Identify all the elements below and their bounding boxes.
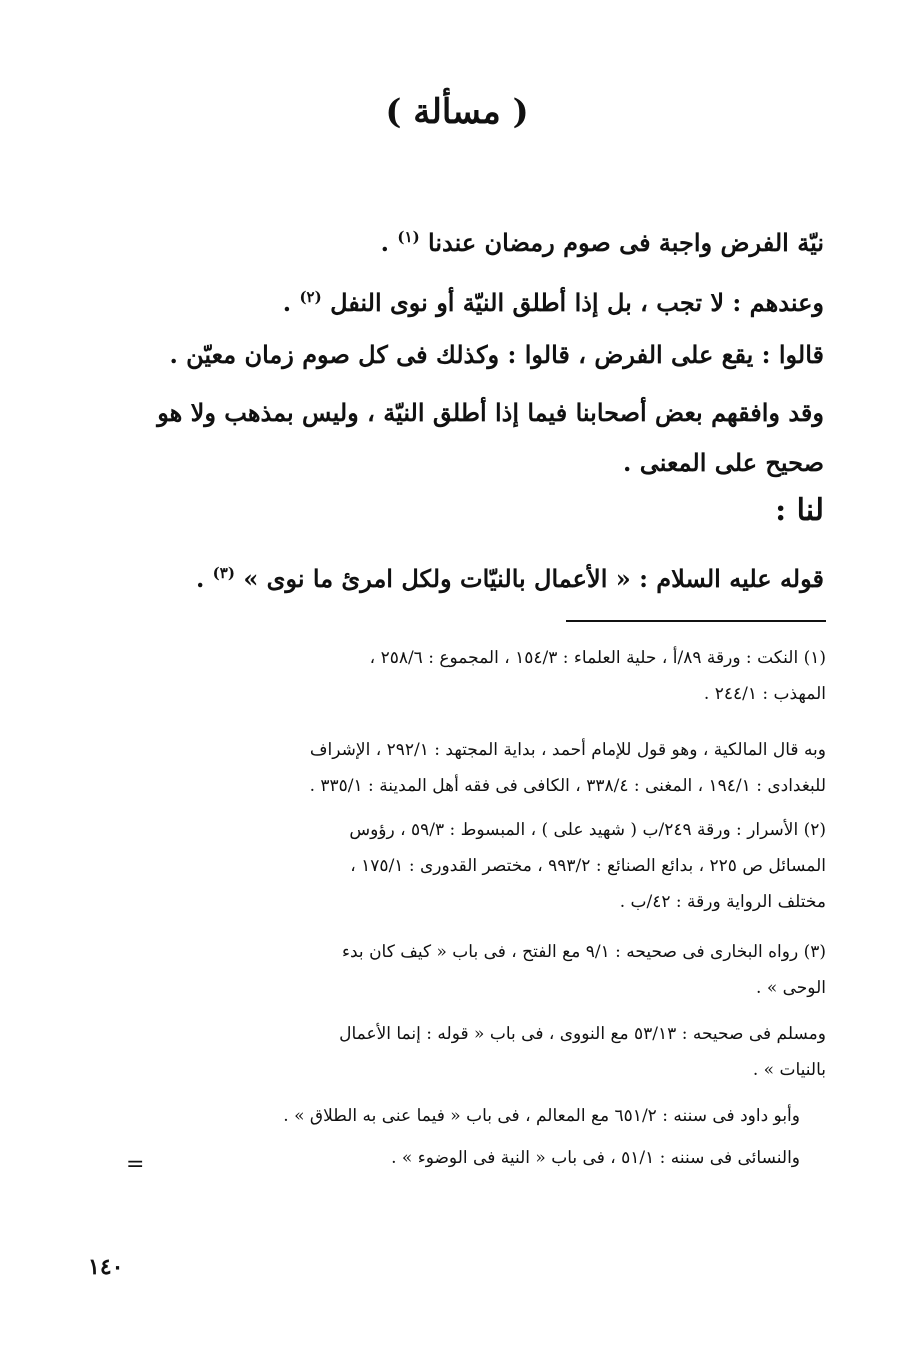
text-line-5-content: قوله عليه السلام : « الأعمال بالنيّات ولكل امرئ ما نوى »: [243, 564, 824, 593]
continuation-mark: =: [126, 1152, 145, 1177]
footnote-3-line-3: ومسلم فى صحيحه : ٥٣/١٣ مع النووى ، فى باب « قوله : إنما الأعمال: [339, 1024, 826, 1044]
footnote-2-line-1: (٢) الأسرار : ورقة ٢٤٩/ب ( شهيد على ) ، المبسوط : ٥٩/٣ ، رؤوس: [349, 820, 826, 840]
text-line-1-content: نيّة الفرض واجبة فى صوم رمضان عندنا: [428, 228, 824, 257]
text-line-4a: وقد وافقهم بعض أصحابنا فيما إذا أطلق النيّة ، وليس بمذهب ولا هو: [157, 398, 824, 427]
footnote-ref-3: (٣): [212, 564, 235, 582]
footnote-3-line-1: (٣) رواه البخارى فى صحيحه : ٩/١ مع الفتح ، فى باب « كيف كان بدء: [342, 942, 826, 962]
page-number: ١٤٠: [88, 1254, 124, 1280]
text-line-5-end: .: [195, 564, 205, 593]
footnote-3-line-4: بالنيات » .: [752, 1060, 826, 1080]
footnote-ref-1: (١): [397, 228, 420, 246]
footnote-2-line-2: المسائل ص ٢٢٥ ، بدائع الصنائع : ٩٩٣/٢ ، مختصر القدورى : ١٧٥/١ ،: [350, 856, 826, 876]
footnote-1-line-4: للبغدادى : ١٩٤/١ ، المغنى : ٣٣٨/٤ ، الكافى فى فقه أهل المدينة : ٣٣٥/١ .: [309, 776, 826, 796]
footnote-3-line-5: وأبو داود فى سننه : ٦٥١/٢ مع المعالم ، فى باب « فيما عنى به الطلاق » .: [283, 1106, 800, 1126]
footnote-1-line-3: وبه قال المالكية ، وهو قول للإمام أحمد ، بداية المجتهد : ٢٩٢/١ ، الإشراف: [309, 740, 826, 760]
footnote-1-line-1: (١) النكت : ورقة ٨٩/أ ، حلية العلماء : ١٥٤/٣ ، المجموع : ٢٥٨/٦ ،: [369, 648, 826, 668]
footnote-divider: [566, 620, 826, 622]
text-line-2-content: وعندهم : لا تجب ، بل إذا أطلق النيّة أو نوى النفل: [330, 288, 824, 317]
footnote-ref-2: (٢): [299, 288, 322, 306]
text-line-3: قالوا : يقع على الفرض ، قالوا : وكذلك فى كل صوم زمان معيّن .: [169, 340, 824, 369]
page-title: ( مسألة ): [385, 92, 529, 132]
section-heading-lana: لنا :: [775, 493, 824, 528]
text-line-5: [196, 558, 824, 594]
footnote-3-line-6: والنسائى فى سننه : ٥١/١ ، فى باب « النية فى الوضوء » .: [391, 1148, 800, 1168]
text-line-4b: صحيح على المعنى .: [623, 448, 824, 477]
text-line-1: [381, 222, 824, 258]
footnote-3-line-2: الوحى » .: [756, 978, 826, 998]
footnote-2-line-3: مختلف الرواية ورقة : ٤٢/ب .: [619, 892, 826, 912]
footnote-1-line-2: المهذب : ٢٤٤/١ .: [703, 684, 826, 704]
text-line-1-end: .: [380, 228, 390, 257]
text-line-2-end: .: [282, 288, 292, 317]
text-line-2: [283, 282, 824, 318]
